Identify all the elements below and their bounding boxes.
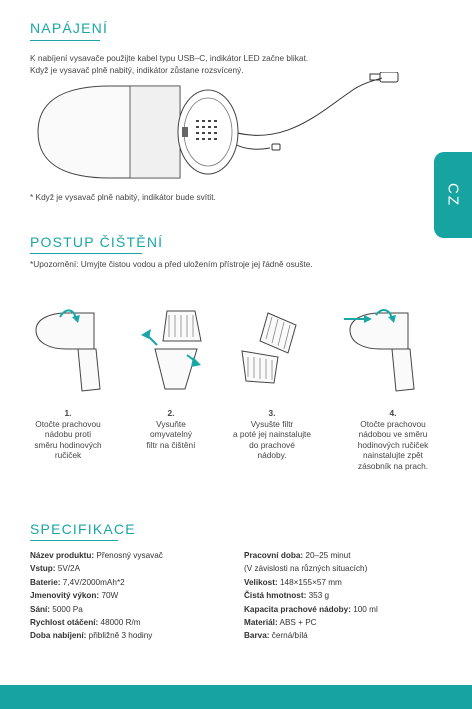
spec-value: (V závislosti na různých situacích) [244,564,368,574]
spec-value: 353 g [306,591,330,601]
spec-value: přibližně 3 hodiny [86,631,153,641]
step-3-text: Vysušte filtr a poté jej nainstalujte do prachové nádoby. [233,418,311,460]
step-3-illustration [232,305,312,395]
charging-line-1: K nabíjení vysavače použijte kabel typu USB–C, indikátor LED začne blikat. [30,53,309,63]
language-tab-label: CZ [444,183,462,207]
spec-label: Velikost: [244,577,278,587]
step-3-number: 3. [268,408,276,418]
spec-row [30,616,163,629]
specs-heading: SPECIFIKACE [30,521,136,537]
spec-value: 148×155×57 mm [277,577,342,587]
cleaning-heading: POSTUP ČIŠTĚNÍ [30,234,164,250]
spec-row [30,576,163,589]
cleaning-rule [30,253,142,254]
spec-value: 7,4V/2000mAh*2 [60,577,125,587]
footer-bar [0,685,472,709]
spec-row [30,603,163,616]
spec-row [30,589,163,602]
step-3 [224,408,320,461]
spec-value: 5000 Pa [50,604,83,614]
spec-row [244,603,378,616]
step-2 [123,408,219,450]
spec-label: Rychlost otáčení: [30,618,99,628]
step-2-text: Vysuňte omyvatelný filtr na čištění [146,418,196,450]
spec-label: Baterie: [30,577,61,587]
spec-row [244,629,378,642]
step-1 [20,408,116,461]
spec-value: ABS + PC [277,618,317,628]
spec-label: Název produktu: [30,551,95,560]
spec-value: 5V/2A [55,564,81,574]
spec-row [244,576,378,589]
step-1-number: 1. [64,408,72,418]
spec-label: Materiál: [244,618,278,628]
spec-label: Sání: [30,604,51,614]
spec-label: Vstup: [30,564,56,574]
step-4-text: Otočte prachovou nádobou ve směru hodinových ručiček nainstalujte zpět zásobník na prach. [357,418,429,471]
spec-value: 48000 R/m [98,618,141,628]
vacuum-charging-illustration [30,72,410,182]
spec-label: Čistá hmotnost: [244,591,307,601]
language-tab [434,152,472,238]
spec-label: Doba nabíjení: [30,631,87,641]
charging-line-2: Když je vysavač plně nabitý, indikátor zůstane rozsvícený. [30,65,244,75]
spec-row [30,629,163,642]
step-4-number: 4. [389,408,397,418]
spec-value: 100 ml [350,604,378,614]
spec-label: Kapacita prachové nádoby: [244,604,351,614]
spec-label: Jmenovitý výkon: [30,591,100,601]
spec-row [244,562,378,575]
spec-row [30,549,163,562]
spec-value: 20–25 minut [303,551,351,560]
spec-row [244,589,378,602]
charging-rule [30,40,100,41]
step-4-illustration [342,305,422,395]
step-1-illustration [30,305,110,395]
spec-row [244,616,378,629]
step-4 [345,408,441,471]
step-2-number: 2. [167,408,175,418]
charging-heading: NAPÁJENÍ [30,20,109,36]
cleaning-warning: *Upozornění: Umyjte čistou vodou a před uložením přístroje jej řádně osušte. [30,259,313,269]
spec-row [30,562,163,575]
specs-left-column [30,549,163,643]
spec-row [244,549,378,562]
step-2-illustration [135,305,215,395]
spec-label: Barva: [244,631,270,641]
step-1-text: Otočte prachovou nádobu proti směru hodinových ručiček [34,418,102,460]
spec-label: Pracovní doba: [244,551,304,560]
spec-value: Přenosný vysavač [94,551,163,560]
specs-rule [30,540,118,541]
specs-right-column [244,549,378,643]
spec-value: 70W [99,591,119,601]
charging-note: * Když je vysavač plně nabitý, indikátor bude svítit. [30,192,216,202]
spec-value: černá/bílá [269,631,308,641]
